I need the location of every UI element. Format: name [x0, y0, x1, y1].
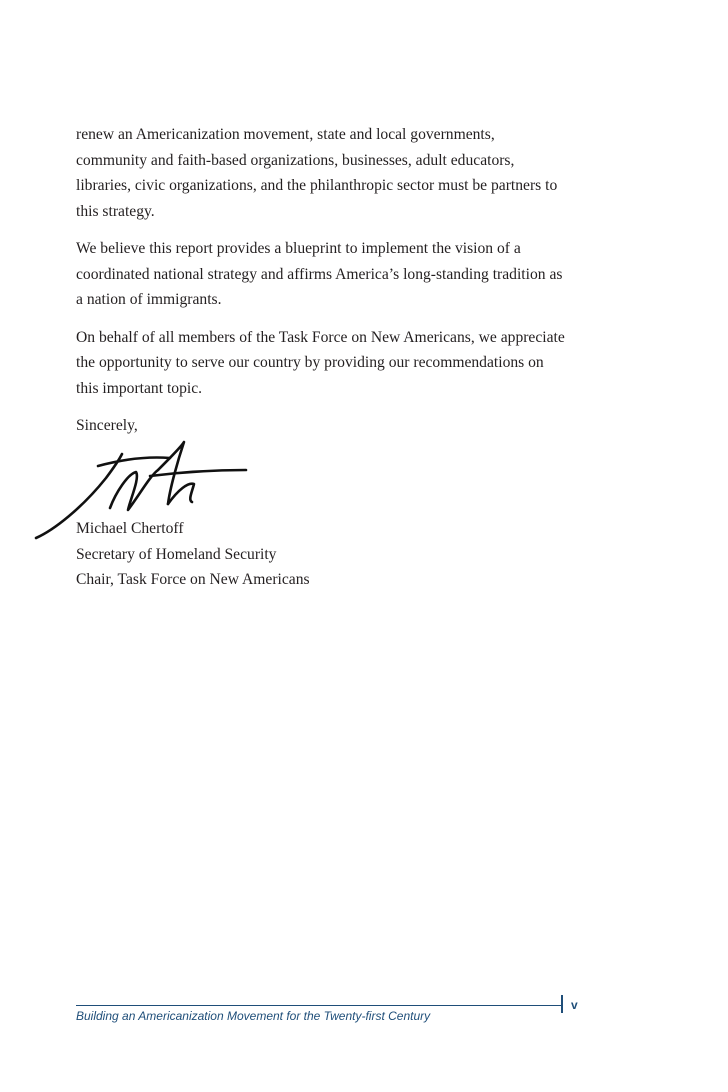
signer-title: Secretary of Homeland Security: [76, 545, 277, 563]
page-number: v: [571, 998, 578, 1012]
letter-paragraph-2: We believe this report provides a blueprint to implement the vision of a coordinated national strategy and affirms America’s long-standing tradition as a nation of immigrants.: [76, 240, 563, 308]
letter-paragraph-3: On behalf of all members of the Task Force on New Americans, we appreciate the opportunity to serve our country by providing our recommendations on this important topic.: [76, 328, 565, 397]
footer-rule: [76, 1005, 562, 1006]
signer-block: [76, 516, 310, 593]
letter-body: [76, 122, 566, 439]
letter-closing: Sincerely,: [76, 417, 138, 434]
footer-title: Building an Americanization Movement for the Twenty-first Century: [76, 1009, 431, 1023]
signer-role: Chair, Task Force on New Americans: [76, 571, 310, 588]
signer-name: Michael Chertoff: [76, 520, 184, 537]
footer-page-marker: [561, 995, 563, 1013]
letter-paragraph-1: renew an Americanization movement, state and local governments, community and faith-based organizations, businesses, adult educators, libraries, civic organizations, and the philanthropic sector must be partners to this strategy.: [76, 126, 558, 220]
